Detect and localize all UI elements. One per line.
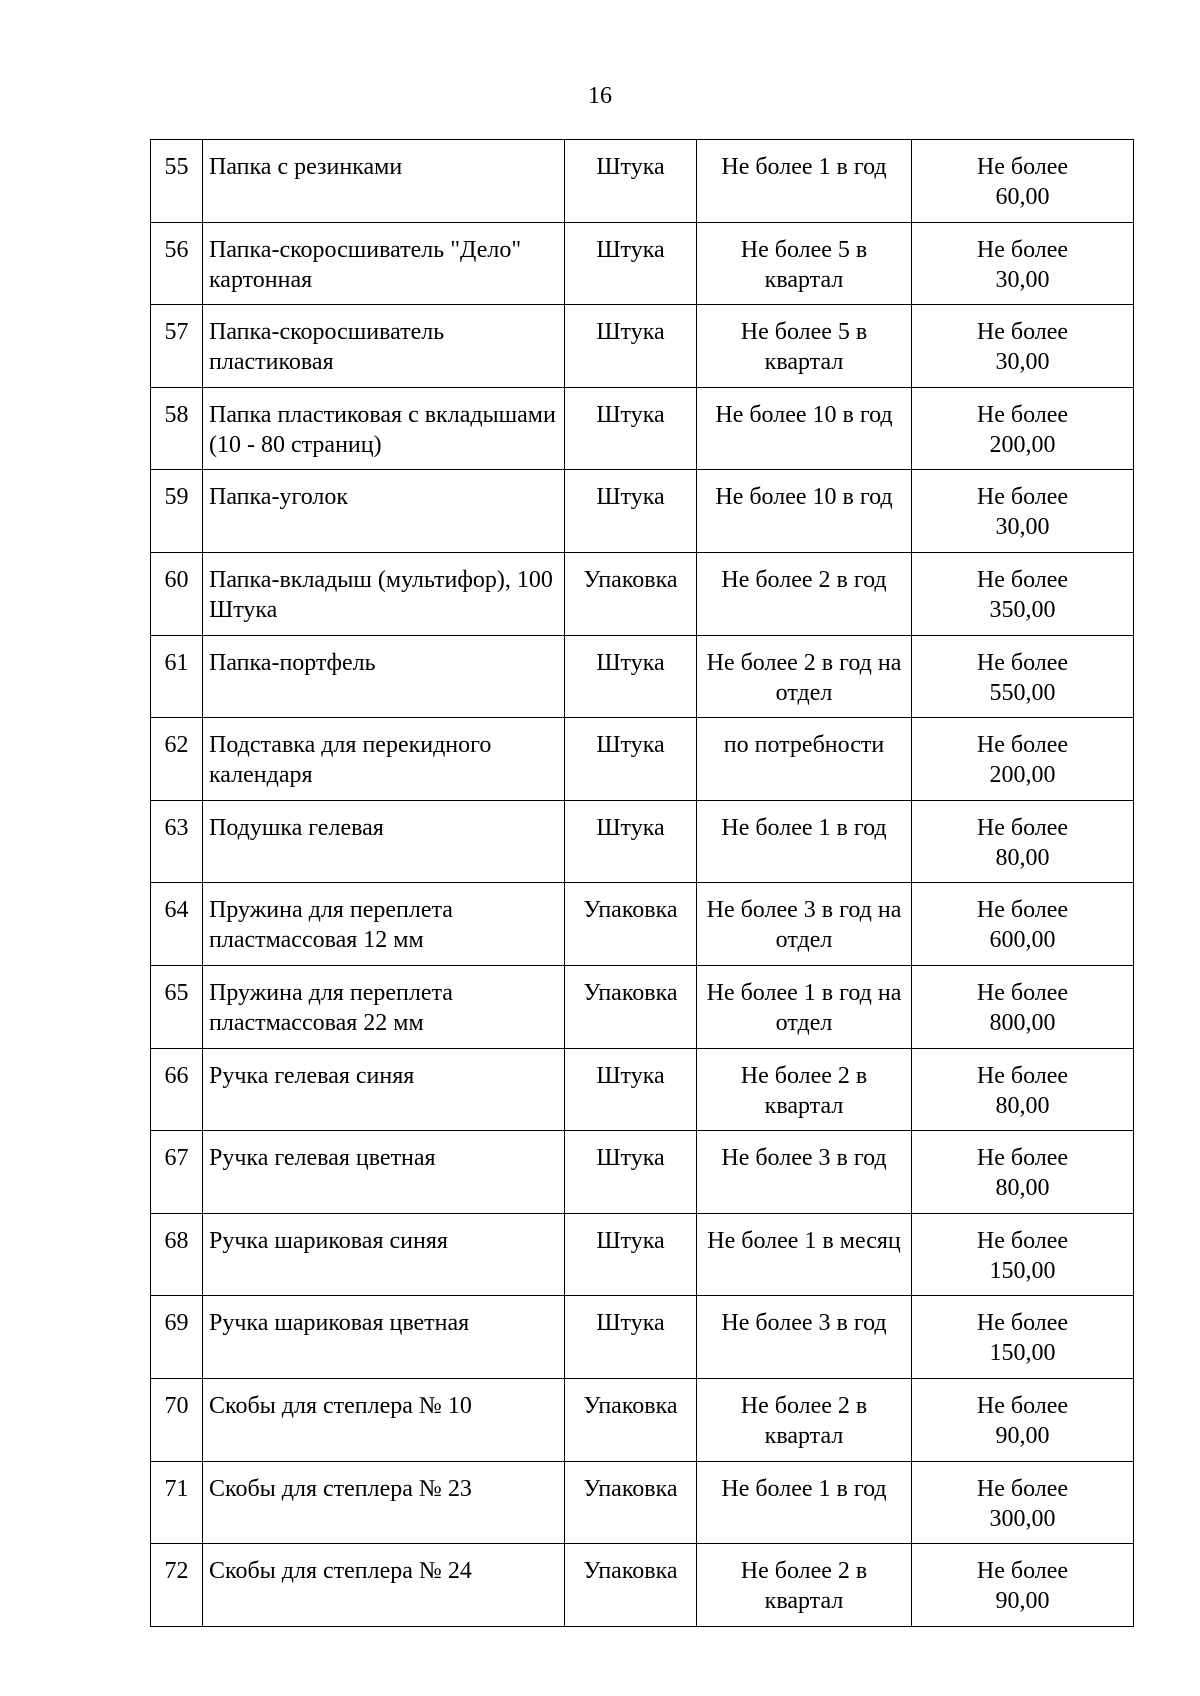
- row-number-cell: 61: [151, 635, 203, 718]
- quantity-norm-cell: Не более 2 в квартал: [697, 1544, 912, 1627]
- price-cell: [912, 305, 1134, 388]
- quantity-norm-cell: Не более 2 в квартал: [697, 1048, 912, 1131]
- price-label: Не более: [976, 979, 1069, 1006]
- quantity-norm-cell: Не более 5 в квартал: [697, 222, 912, 305]
- unit-cell: Штука: [565, 470, 697, 553]
- price-cell: [912, 965, 1134, 1048]
- table-row: [151, 222, 1134, 305]
- table-row: [151, 1378, 1134, 1461]
- unit-cell: Упаковка: [565, 883, 697, 966]
- unit-cell: Штука: [565, 140, 697, 223]
- row-number-cell: 69: [151, 1296, 203, 1379]
- price-value: 90,00: [995, 1588, 1050, 1615]
- price-label: Не более: [976, 1227, 1069, 1254]
- row-number-cell: 63: [151, 800, 203, 883]
- item-name-cell: Скобы для степлера № 23: [203, 1461, 565, 1544]
- price-label: Не более: [976, 566, 1069, 593]
- supplies-table: [150, 139, 1134, 1627]
- quantity-norm-cell: Не более 2 в год на отдел: [697, 635, 912, 718]
- price-value: 30,00: [995, 349, 1050, 376]
- page-number: 16: [588, 83, 612, 109]
- price-value: 80,00: [995, 1092, 1050, 1119]
- unit-cell: Штука: [565, 1131, 697, 1214]
- price-cell: [912, 883, 1134, 966]
- price-label: Не более: [976, 1062, 1069, 1089]
- row-number-cell: 56: [151, 222, 203, 305]
- unit-cell: Штука: [565, 635, 697, 718]
- item-name-cell: Папка-портфель: [203, 635, 565, 718]
- price-label: Не более: [976, 1310, 1069, 1337]
- table-row: [151, 1048, 1134, 1131]
- unit-cell: Упаковка: [565, 1378, 697, 1461]
- price-value: 30,00: [995, 514, 1050, 541]
- price-cell: [912, 222, 1134, 305]
- price-cell: [912, 387, 1134, 470]
- price-cell: [912, 140, 1134, 223]
- table-row: [151, 883, 1134, 966]
- table-row: [151, 1131, 1134, 1214]
- price-value: 600,00: [989, 927, 1056, 954]
- quantity-norm-cell: Не более 3 в год на отдел: [697, 883, 912, 966]
- table-row: [151, 1213, 1134, 1296]
- price-value: 30,00: [995, 266, 1050, 293]
- price-value: 300,00: [989, 1505, 1056, 1532]
- supplies-table-body: [151, 140, 1134, 1627]
- unit-cell: Штука: [565, 222, 697, 305]
- price-value: 80,00: [995, 844, 1050, 871]
- item-name-cell: Ручка гелевая цветная: [203, 1131, 565, 1214]
- table-row: [151, 387, 1134, 470]
- quantity-norm-cell: Не более 3 в год: [697, 1296, 912, 1379]
- price-cell: [912, 1213, 1134, 1296]
- item-name-cell: Папка-уголок: [203, 470, 565, 553]
- price-label: Не более: [976, 814, 1069, 841]
- unit-cell: Штука: [565, 1213, 697, 1296]
- price-label: Не более: [976, 1145, 1069, 1172]
- table-row: [151, 718, 1134, 801]
- quantity-norm-cell: Не более 1 в год: [697, 800, 912, 883]
- quantity-norm-cell: Не более 1 в год: [697, 140, 912, 223]
- table-row: [151, 965, 1134, 1048]
- price-value: 800,00: [989, 1009, 1056, 1036]
- price-cell: [912, 718, 1134, 801]
- row-number-cell: 71: [151, 1461, 203, 1544]
- price-cell: [912, 1378, 1134, 1461]
- row-number-cell: 57: [151, 305, 203, 388]
- price-label: Не более: [976, 484, 1069, 511]
- price-cell: [912, 800, 1134, 883]
- price-label: Не более: [976, 897, 1069, 924]
- item-name-cell: Пружина для переплета пластмассовая 22 мм: [203, 965, 565, 1048]
- unit-cell: Штука: [565, 1048, 697, 1131]
- unit-cell: Штука: [565, 1296, 697, 1379]
- price-value: 80,00: [995, 1175, 1050, 1202]
- item-name-cell: Ручка шариковая синяя: [203, 1213, 565, 1296]
- unit-cell: Упаковка: [565, 1461, 697, 1544]
- price-label: Не более: [976, 1558, 1069, 1585]
- item-name-cell: Ручка шариковая цветная: [203, 1296, 565, 1379]
- row-number-cell: 66: [151, 1048, 203, 1131]
- row-number-cell: 70: [151, 1378, 203, 1461]
- item-name-cell: Пружина для переплета пластмассовая 12 мм: [203, 883, 565, 966]
- unit-cell: Штука: [565, 718, 697, 801]
- table-row: [151, 470, 1134, 553]
- price-value: 200,00: [989, 431, 1056, 458]
- price-cell: [912, 1461, 1134, 1544]
- item-name-cell: Скобы для степлера № 24: [203, 1544, 565, 1627]
- price-cell: [912, 552, 1134, 635]
- row-number-cell: 58: [151, 387, 203, 470]
- quantity-norm-cell: Не более 10 в год: [697, 470, 912, 553]
- price-cell: [912, 1131, 1134, 1214]
- quantity-norm-cell: по потребности: [697, 718, 912, 801]
- price-value: 60,00: [995, 184, 1050, 210]
- price-value: 350,00: [989, 596, 1056, 623]
- quantity-norm-cell: Не более 5 в квартал: [697, 305, 912, 388]
- quantity-norm-cell: Не более 2 в год: [697, 552, 912, 635]
- price-cell: [912, 1048, 1134, 1131]
- quantity-norm-cell: Не более 2 в квартал: [697, 1378, 912, 1461]
- item-name-cell: Папка-скоросшиватель "Дело" картонная: [203, 222, 565, 305]
- row-number-cell: 64: [151, 883, 203, 966]
- supplies-table-wrapper: [150, 139, 1134, 1627]
- table-row: [151, 1461, 1134, 1544]
- row-number-cell: 60: [151, 552, 203, 635]
- price-label: Не более: [976, 154, 1069, 180]
- row-number-cell: 55: [151, 140, 203, 223]
- price-label: Не более: [976, 236, 1069, 263]
- price-label: Не более: [976, 319, 1069, 346]
- row-number-cell: 68: [151, 1213, 203, 1296]
- table-row: [151, 1296, 1134, 1379]
- item-name-cell: Папка с резинками: [203, 140, 565, 223]
- quantity-norm-cell: Не более 3 в год: [697, 1131, 912, 1214]
- table-row: [151, 800, 1134, 883]
- table-row: [151, 1544, 1134, 1627]
- price-value: 550,00: [989, 679, 1056, 706]
- table-row: [151, 305, 1134, 388]
- row-number-cell: 59: [151, 470, 203, 553]
- price-label: Не более: [976, 401, 1069, 428]
- quantity-norm-cell: Не более 1 в год на отдел: [697, 965, 912, 1048]
- price-cell: [912, 1296, 1134, 1379]
- quantity-norm-cell: Не более 1 в год: [697, 1461, 912, 1544]
- price-value: 90,00: [995, 1422, 1050, 1449]
- unit-cell: Упаковка: [565, 965, 697, 1048]
- quantity-norm-cell: Не более 10 в год: [697, 387, 912, 470]
- row-number-cell: 72: [151, 1544, 203, 1627]
- item-name-cell: Папка-вкладыш (мультифор), 100 Штука: [203, 552, 565, 635]
- price-cell: [912, 1544, 1134, 1627]
- row-number-cell: 67: [151, 1131, 203, 1214]
- item-name-cell: Ручка гелевая синяя: [203, 1048, 565, 1131]
- table-row: [151, 552, 1134, 635]
- table-row: [151, 635, 1134, 718]
- unit-cell: Штука: [565, 387, 697, 470]
- price-value: 200,00: [989, 762, 1056, 789]
- item-name-cell: Подставка для перекидного календаря: [203, 718, 565, 801]
- price-label: Не более: [976, 649, 1069, 676]
- item-name-cell: Скобы для степлера № 10: [203, 1378, 565, 1461]
- price-value: 150,00: [989, 1340, 1056, 1367]
- price-label: Не более: [976, 732, 1069, 759]
- row-number-cell: 62: [151, 718, 203, 801]
- quantity-norm-cell: Не более 1 в месяц: [697, 1213, 912, 1296]
- unit-cell: Упаковка: [565, 552, 697, 635]
- table-row: [151, 140, 1134, 223]
- item-name-cell: Подушка гелевая: [203, 800, 565, 883]
- price-cell: [912, 470, 1134, 553]
- price-label: Не более: [976, 1392, 1069, 1419]
- price-label: Не более: [976, 1475, 1069, 1502]
- unit-cell: Штука: [565, 800, 697, 883]
- item-name-cell: Папка пластиковая с вкладышами (10 - 80 страниц): [203, 387, 565, 470]
- price-value: 150,00: [989, 1257, 1056, 1284]
- unit-cell: Штука: [565, 305, 697, 388]
- row-number-cell: 65: [151, 965, 203, 1048]
- item-name-cell: Папка-скоросшиватель пластиковая: [203, 305, 565, 388]
- unit-cell: Упаковка: [565, 1544, 697, 1627]
- price-cell: [912, 635, 1134, 718]
